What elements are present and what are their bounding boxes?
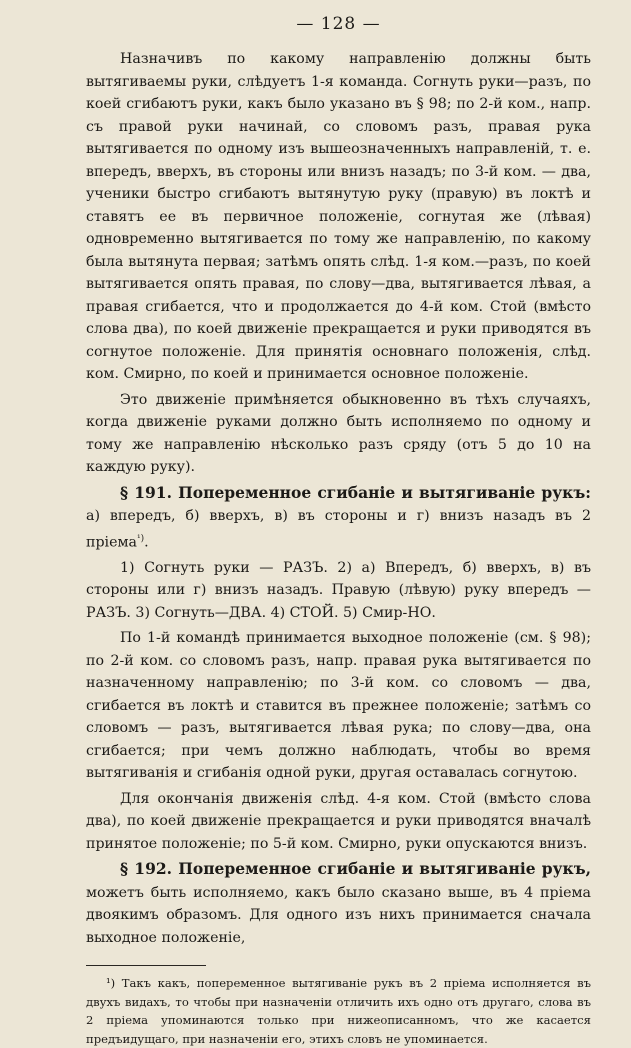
footnote: ¹) Такъ какъ, попеременное вытягиваніе рукъ въ 2 пріема исполняется въ двухъ видахъ, то чтобы при назначеніи отличить ихъ одно отъ другаго, слова въ 2 пріема упоминаются только при нижеописанномъ, что же касается предъидущаго, при назначеніи его, этихъ словъ не упоминается. bbox=[86, 976, 591, 1046]
section-191-heading: § 191. Попеременное сгибаніе и вытягиваніе рукъ: bbox=[120, 482, 591, 502]
footnote-mark: ¹) bbox=[136, 533, 145, 544]
section-192-heading: § 192. Попеременное сгибаніе и вытягиваніе рукъ, bbox=[120, 859, 591, 879]
section-192-text: можетъ быть исполняемо, какъ было сказано выше, въ 4 пріема двоякимъ образомъ. Для одного изъ нихъ принимается сначала выходное положеніе, bbox=[86, 884, 591, 946]
section-191-text: а) впередъ, б) вверхъ, в) въ стороны и г) внизъ назадъ въ 2 пріема bbox=[86, 508, 591, 551]
section-191-end: . bbox=[144, 534, 149, 551]
page-number: — 128 — bbox=[296, 14, 381, 34]
paragraph-1: Назначивъ по какому направленію должны быть вытягиваемы руки, слѣдуетъ 1-я команда. Согнуть руки—разъ, по коей сгибаютъ руки, какъ было указано въ § 98; по 2-й ком., напр. съ правой руки начинай, со словомъ разъ, правая рука вытягивается по одному изъ вышеозначенныхъ направленій, т. е. впередъ, вверхъ, въ стороны или внизъ назадъ; по 3-й ком. — два, ученики быстро сгибаютъ вытянутую руку (правую) въ локтѣ и ставятъ ее въ первичное положеніе, согнутая же (лѣвая) одновременно вытягивается по тому же направленію, по какому была вытянута первая; затѣмъ опять слѣд. 1-я ком.—разъ, по коей вытягивается опять правая, по слову—два, вытягивается лѣвая, а правая сгибается, что и продолжается до 4-й ком. Стой (вмѣсто слова два), по коей движеніе прекращается и руки приводятся въ согнутое положеніе. Для принятія основнаго положенія, слѣд. ком. Смирно, по коей и принимается основное положеніе. bbox=[86, 51, 591, 382]
section-192 bbox=[86, 858, 591, 949]
paragraph-5: Для окончанія движенія слѣд. 4-я ком. Стой (вмѣсто слова два), по коей движеніе прекращается и руки приводятся вначалѣ принятое положеніе; по 5-й ком. Смирно, руки опускаются внизъ. bbox=[86, 790, 591, 852]
section-191 bbox=[86, 482, 591, 554]
paragraph-2: Это движеніе примѣняется обыкновенно въ тѣхъ случаяхъ, когда движеніе руками должно быть исполняемо по одному и тому же направленію нѣсколько разъ сряду (отъ 5 до 10 на каждую руку). bbox=[86, 391, 591, 475]
footnote-divider bbox=[86, 965, 206, 966]
paragraph-4: По 1-й командѣ принимается выходное положеніе (см. § 98); по 2-й ком. со словомъ разъ, напр. правая рука вытягивается по назначенному направленію; по 3-й ком. со словомъ — два, сгибается въ локтѣ и ставится въ прежнее положеніе; затѣмъ со словомъ — разъ, вытягивается лѣвая рука; по слову—два, она сгибается; при чемъ должно наблюдать, чтобы во время вытягиванія и сгибанія одной руки, другая оставалась согнутою. bbox=[86, 630, 591, 782]
paragraph-3: 1) Согнуть руки — РАЗЪ. 2) а) Впередъ, б) вверхъ, в) въ стороны или г) внизъ назадъ. Правую (лѣвую) руку впередъ — РАЗЪ. 3) Согнуть—ДВА. 4) СТОЙ. 5) Смир-НО. bbox=[86, 559, 591, 621]
body-text bbox=[86, 48, 591, 949]
